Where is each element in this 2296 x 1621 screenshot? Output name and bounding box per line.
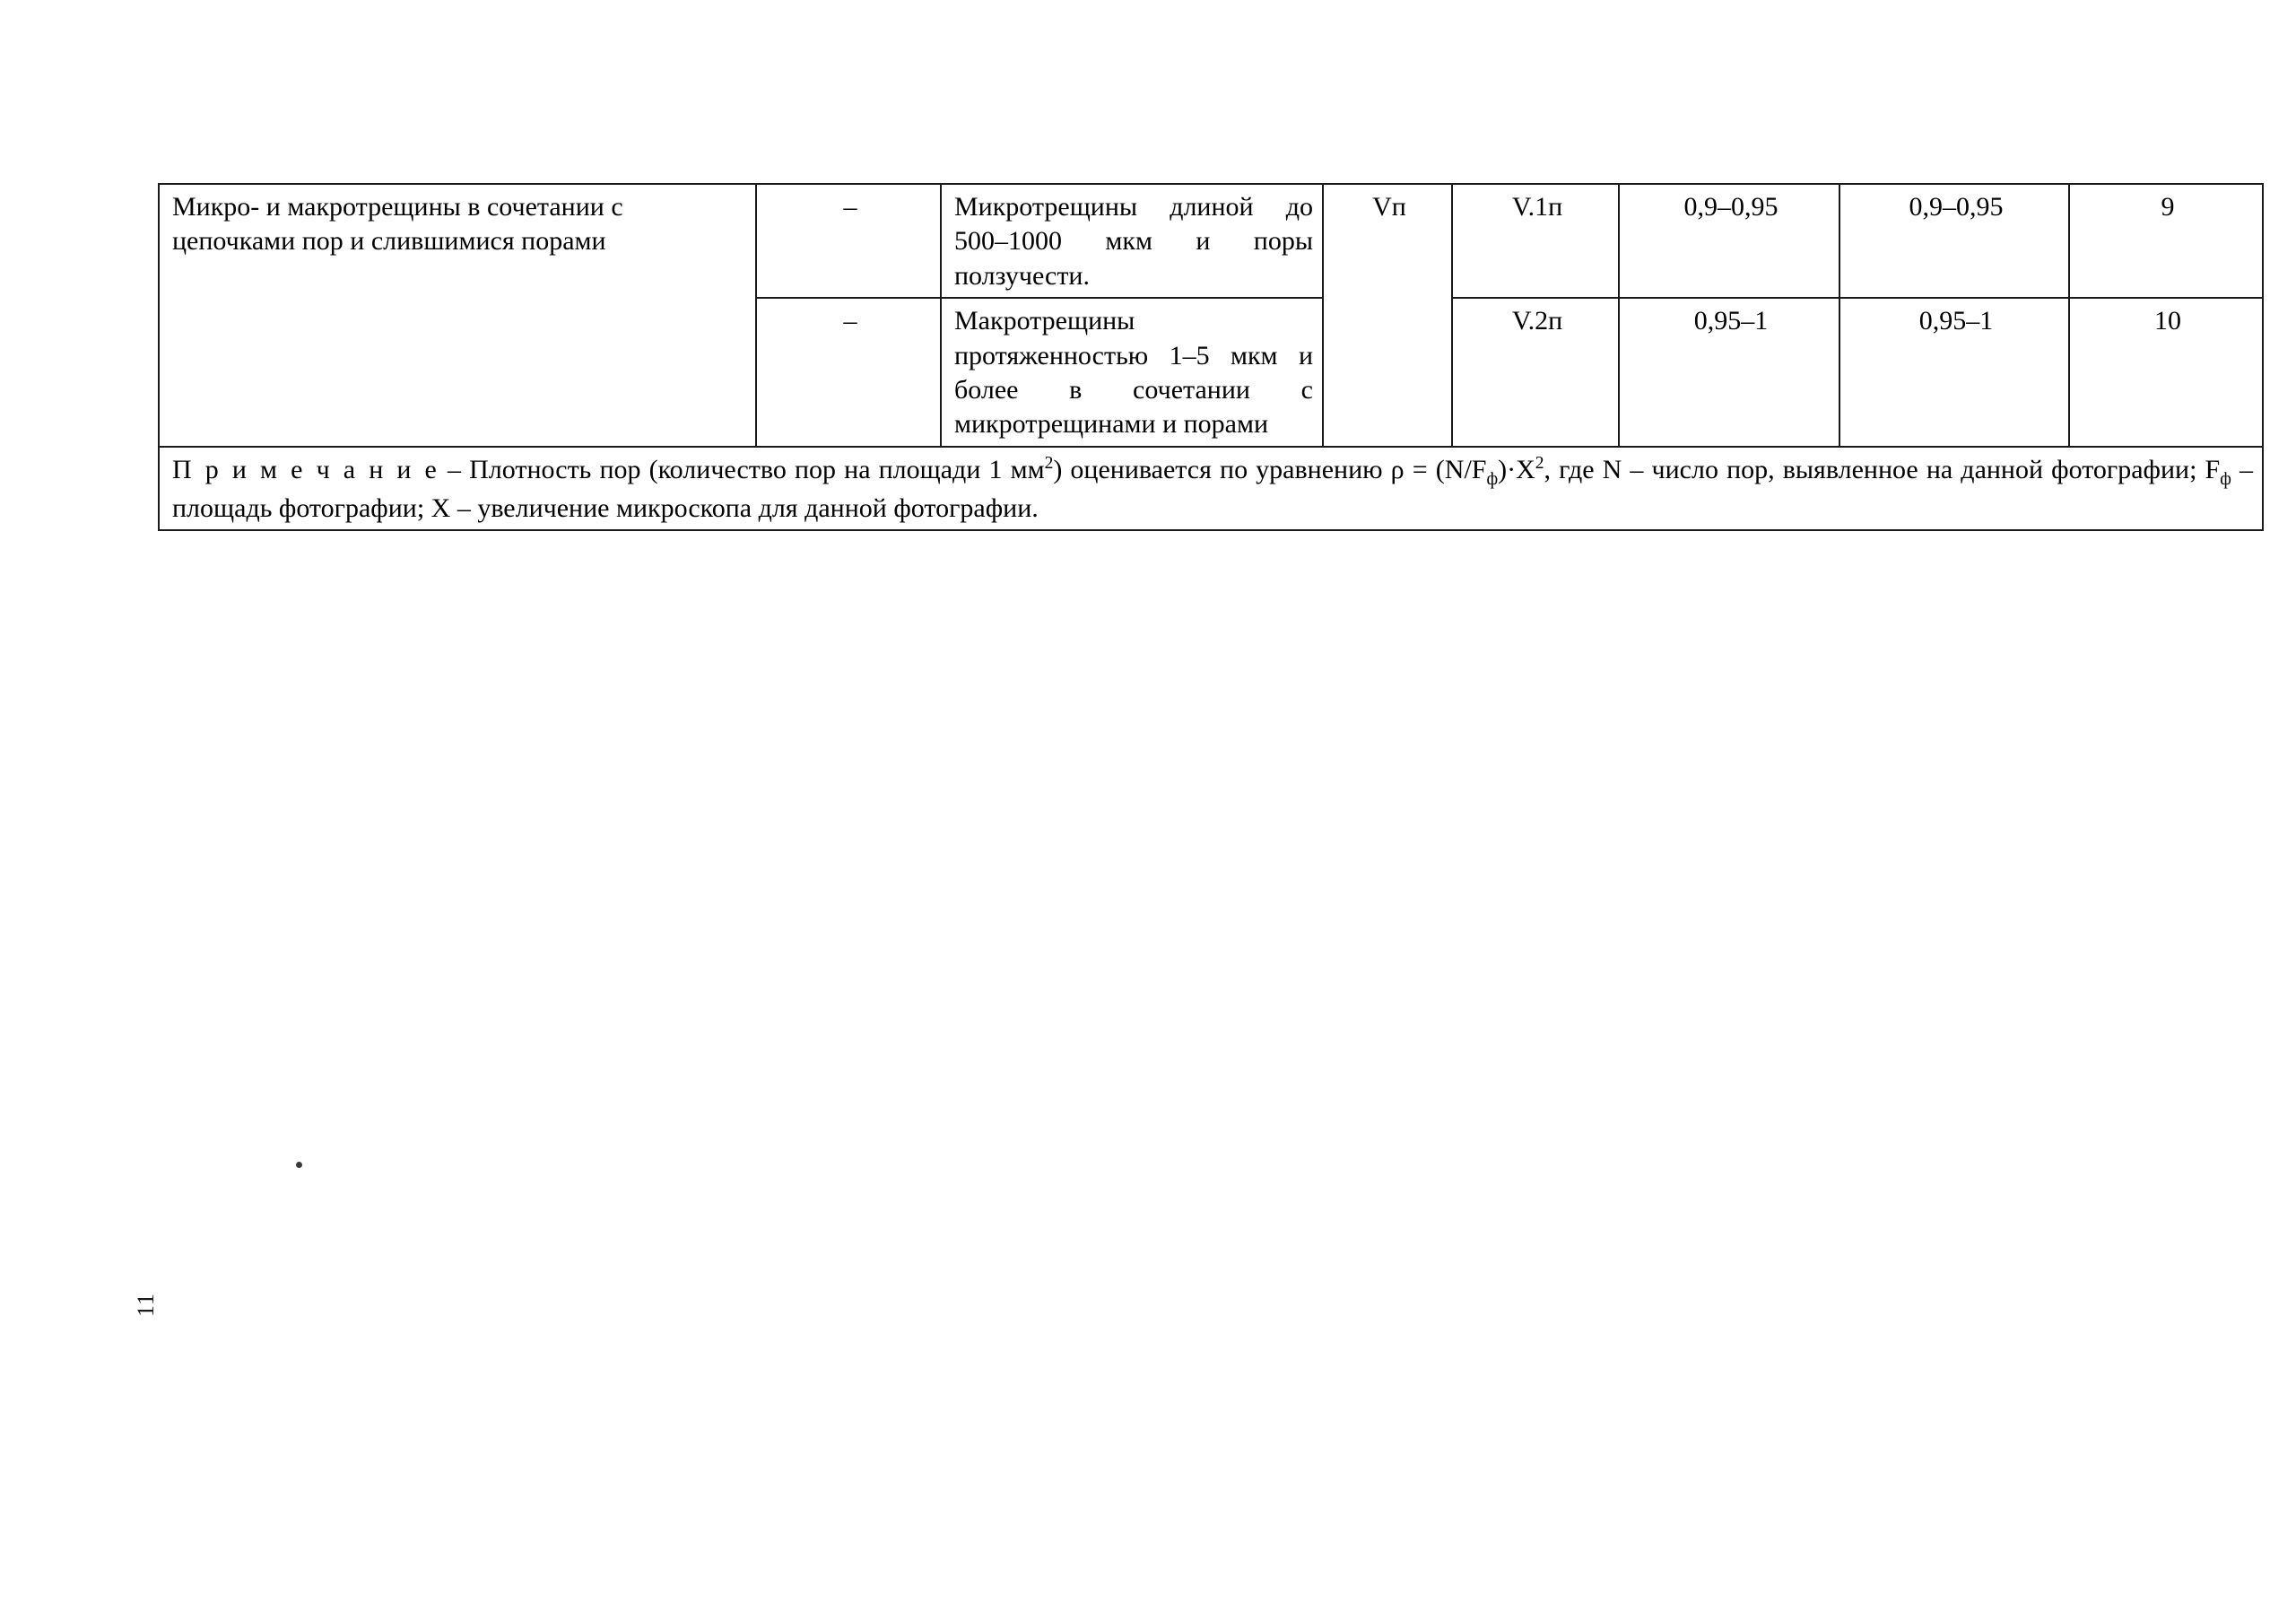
page-number: 11 [133, 1292, 159, 1317]
cell-code-1: V.1п [1452, 184, 1619, 298]
note-sub-1: ф [1486, 469, 1499, 489]
table-note [159, 447, 2263, 530]
note-text-2: ) оценивается по уравнению ρ = (N/F [1053, 454, 1487, 484]
cell-value2-1: 0,9–0,95 [1839, 184, 2069, 298]
note-text-4: , где N – число пор, выявленное на данной фотографии; F [1544, 454, 2221, 484]
cell-type: Vп [1323, 184, 1452, 447]
note-sup-1: 2 [1044, 453, 1054, 473]
criteria-table [158, 183, 2264, 531]
cell-code-2: V.2п [1452, 298, 1619, 447]
note-lead: П р и м е ч а н и е [172, 454, 439, 484]
cell-value1-1: 0,9–0,95 [1619, 184, 1839, 298]
table-row [159, 184, 2263, 298]
cell-value1-2: 0,95–1 [1619, 298, 1839, 447]
note-text-1: – Плотность пор (количество пор на площади 1 мм [439, 454, 1045, 484]
stray-mark [296, 1162, 302, 1168]
cell-description: Микро- и макротрещины в сочетании с цепочками пор и слившимися порами [159, 184, 756, 447]
cell-detail-2: Макротрещины протяженностью 1–5 мкм и более в сочетании с микротрещинами и порами [941, 298, 1323, 447]
cell-score-2: 10 [2069, 298, 2263, 447]
note-text-5: – площадь фотографии; X – увеличение микроскопа для данной фотографии. [172, 454, 2253, 523]
cell-detail-1: Микротрещины длиной до 500–1000 мкм и поры ползучести. [941, 184, 1323, 298]
cell-dash-1: – [756, 184, 941, 298]
cell-value2-2: 0,95–1 [1839, 298, 2069, 447]
note-text-3: )·X [1498, 454, 1535, 484]
cell-score-1: 9 [2069, 184, 2263, 298]
note-sub-2: ф [2220, 469, 2231, 489]
cell-dash-2: – [756, 298, 941, 447]
note-sup-2: 2 [1535, 453, 1544, 473]
table-note-row [159, 447, 2263, 530]
